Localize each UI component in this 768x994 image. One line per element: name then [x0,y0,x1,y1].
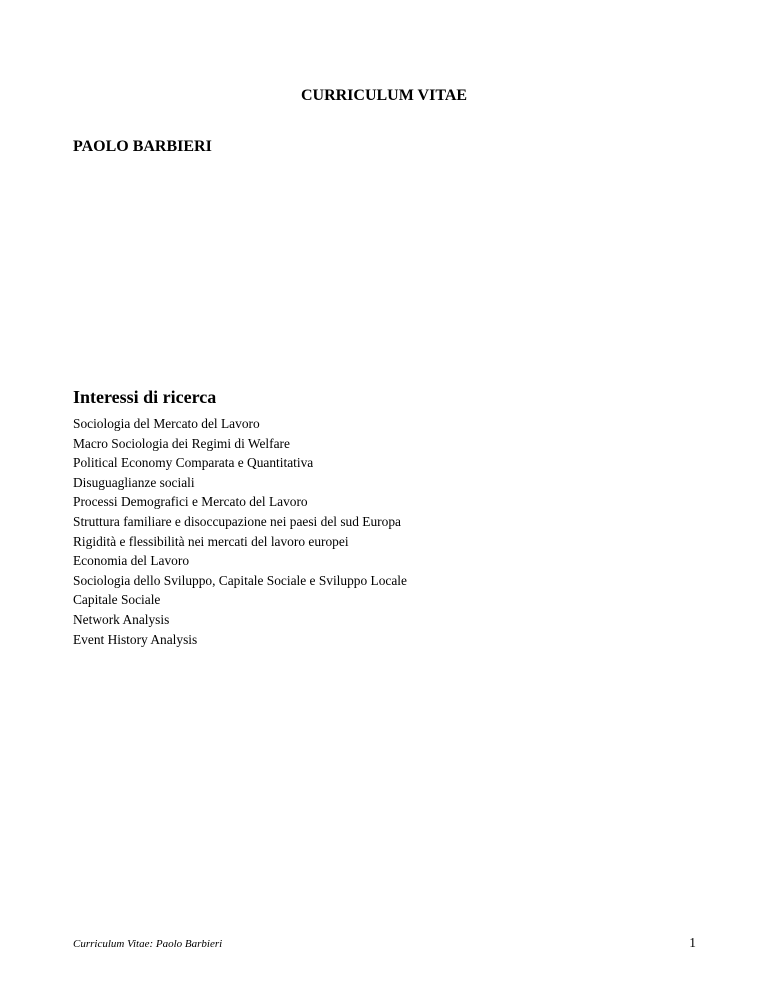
list-item: Macro Sociologia dei Regimi di Welfare [73,435,290,451]
list-item: Rigidità e flessibilità nei mercati del lavoro europei [73,533,349,549]
list-item: Event History Analysis [73,631,198,647]
list-item: Capitale Sociale [73,592,161,608]
research-interests-heading: Interessi di ricerca [73,387,217,407]
list-item: Network Analysis [73,611,170,627]
list-item: Sociologia del Mercato del Lavoro [73,416,260,431]
list-item: Economia del Lavoro [73,553,190,569]
list-item: Sociologia dello Sviluppo, Capitale Sociale e Sviluppo Locale [73,572,407,588]
list-item: Disuguaglianze sociali [73,474,195,490]
list-item: Political Economy Comparata e Quantitativa [73,455,314,471]
page-footer: Curriculum Vitae: Paolo Barbieri [73,938,223,950]
document-title: CURRICULUM VITAE [300,87,468,104]
list-item: Processi Demografici e Mercato del Lavoro [73,494,308,510]
page-number: 1 [689,935,696,950]
list-item: Struttura familiare e disoccupazione nei paesi del sud Europa [73,513,401,529]
author-name: PAOLO BARBIERI [73,138,212,155]
research-interests-list [73,414,407,649]
